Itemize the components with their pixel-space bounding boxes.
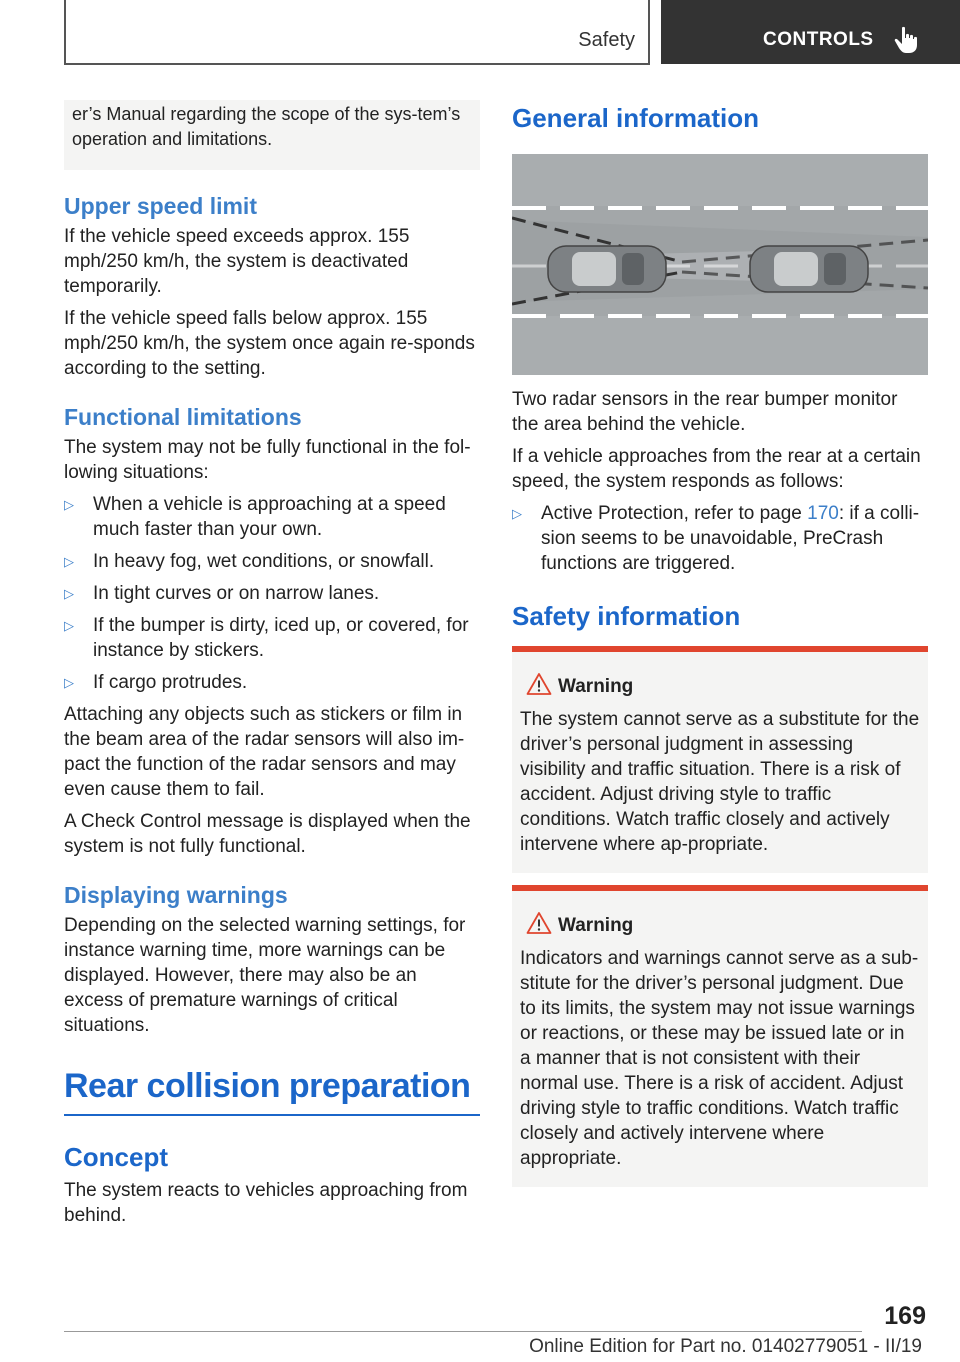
radar-illustration-graphic [512, 154, 928, 375]
header-chapter-label: CONTROLS [763, 29, 874, 50]
page-number: 169 [884, 1302, 926, 1330]
concept-paragraph: The system reacts to vehicles approaching from behind. [64, 1180, 468, 1226]
left-column [64, 100, 480, 1235]
concept-heading: Concept [64, 1142, 168, 1172]
right-column [512, 100, 928, 1199]
warning-title: Warning [520, 913, 920, 938]
header-separator [648, 0, 650, 64]
safety-information-heading: Safety information [512, 601, 741, 631]
header-left-rule [64, 0, 66, 64]
list-item: ▷ If the bumper is dirty, iced up, or covered, for instance by stickers. [64, 615, 469, 661]
footer-edition: Online Edition for Part no. 01402779051 - II/19 [529, 1336, 922, 1357]
header-section-title: Safety [578, 29, 635, 51]
warning-text: The system cannot serve as a substitute for the driver’s personal judgment in assessing visibility and traffic situation. There is a risk of accident. Adjust driving style to traffic conditions. Watch traffic closely and actively intervene where ap‐propriate. [520, 709, 920, 855]
list-item: ▷ In heavy fog, wet conditions, or snowfall. [64, 551, 435, 572]
general-paragraph-1: Two radar sensors in the rear bumper monitor the area behind the vehicle. [512, 389, 898, 435]
header-chapter-tab [661, 0, 960, 64]
list-item: ▷ If cargo protrudes. [64, 672, 248, 693]
list-item: ▷ When a vehicle is approaching at a speed much faster than your own. [64, 494, 446, 540]
upper-speed-paragraph-1: If the vehicle speed exceeds approx. 155 mph/250 km/h, the system is deactivated temporarily. [64, 226, 410, 297]
warning-triangle-icon [526, 911, 552, 935]
rear-collision-heading: Rear collision preparation [64, 1067, 471, 1105]
triangle-bullet-icon: ▷ [512, 506, 522, 521]
triangle-bullet-icon: ▷ [64, 675, 74, 690]
page-link[interactable]: 170 [807, 503, 839, 524]
list-item: ▷ Active Protection, refer to page 170: if a colli‐sion seems to be unavoidable, PreCrash functions are triggered. [512, 503, 920, 574]
functional-intro: The system may not be fully functional in the fol‐lowing situations: [64, 437, 471, 483]
warning-triangle-icon [526, 672, 552, 696]
warning-box [512, 885, 928, 1187]
warning-box [512, 646, 928, 873]
radar-illustration [512, 154, 928, 375]
triangle-bullet-icon: ▷ [64, 618, 74, 633]
upper-speed-heading: Upper speed limit [64, 193, 257, 219]
warning-title: Warning [520, 674, 920, 699]
general-list [512, 501, 928, 576]
list-item: ▷ In tight curves or on narrow lanes. [64, 583, 380, 604]
triangle-bullet-icon: ▷ [64, 497, 74, 512]
triangle-bullet-icon: ▷ [64, 554, 74, 569]
displaying-warnings-paragraph: Depending on the selected warning settings, for instance warning time, more warnings can be displayed. However, there may also be an excess of premature warnings of critical situations. [64, 915, 466, 1036]
hand-pointer-icon [894, 26, 920, 54]
displaying-warnings-heading: Displaying warnings [64, 882, 288, 908]
rear-car-icon [548, 246, 666, 292]
footer-rule [64, 1331, 862, 1332]
functional-paragraph-1: Attaching any objects such as stickers or film in the beam area of the radar sensors will also im‐pact the function of the radar sensors and may even cause them to fail. [64, 704, 465, 800]
functional-list [64, 492, 480, 695]
general-information-heading: General information [512, 103, 760, 133]
upper-speed-paragraph-2: If the vehicle speed falls below approx. 155 mph/250 km/h, the system once again re‐sponds according to the setting. [64, 308, 475, 379]
rear-collision-rule [64, 1114, 480, 1116]
note-text: er’s Manual regarding the scope of the sys‐tem’s operation and limitations. [72, 104, 461, 149]
functional-limitations-heading: Functional limitations [64, 404, 302, 430]
header-bottom-rule [64, 63, 650, 65]
warning-text: Indicators and warnings cannot serve as a sub‐stitute for the driver’s personal judgment. Due to its limits, the system may not issue warnings or reactions, or these may be issued late or in a manner that is not consistent with their normal use. There is a risk of accident. Adjust driving style to traffic conditions. Watch traffic closely and actively intervene where appropriate. [520, 948, 919, 1169]
front-car-icon [750, 246, 868, 292]
note-box [64, 100, 480, 170]
triangle-bullet-icon: ▷ [64, 586, 74, 601]
general-paragraph-2: If a vehicle approaches from the rear at a certain speed, the system responds as follows: [512, 446, 921, 492]
functional-paragraph-2: A Check Control message is displayed when the system is not fully functional. [64, 811, 471, 857]
